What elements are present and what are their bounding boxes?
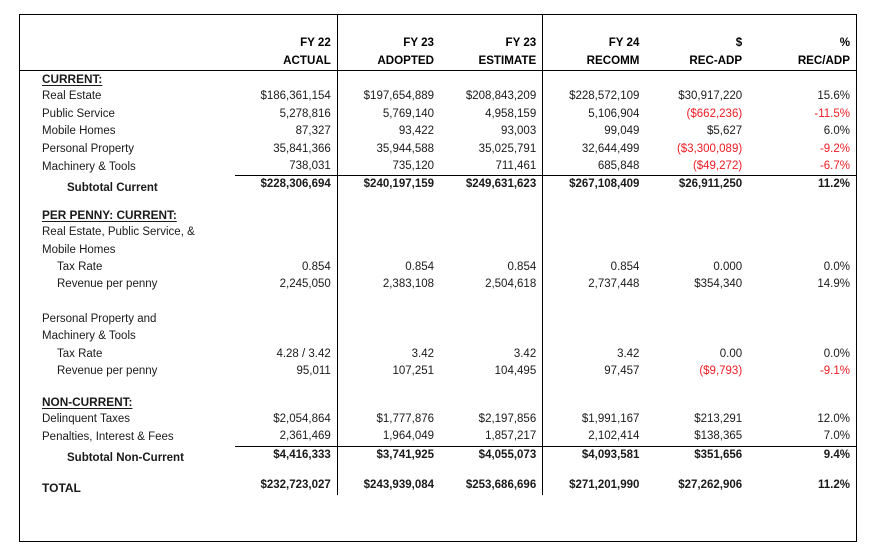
row-value: 35,944,588 (376, 142, 435, 155)
section-heading-non-current-text: NON-CURRENT: (42, 394, 133, 409)
spacer-cell (337, 381, 440, 394)
row-value: $186,361,154 (235, 88, 338, 105)
section-spacer (20, 194, 856, 207)
spacer-cell (645, 194, 748, 207)
row-value: 0.854 (440, 259, 543, 276)
spacer-cell (748, 464, 856, 477)
empty-cell (337, 207, 440, 224)
row-value: $228,572,109 (569, 90, 640, 103)
spacer-cell (20, 15, 235, 31)
empty-cell (748, 224, 856, 241)
subtotal-non-current-value: $351,656 (645, 446, 748, 464)
row-value: -9.1% (819, 365, 850, 378)
row-value: 685,848 (597, 160, 640, 173)
spacer-cell (543, 495, 646, 504)
empty-cell (543, 328, 646, 345)
spacer-cell (645, 294, 748, 311)
empty-cell (748, 394, 856, 411)
section-heading-per-penny (20, 207, 235, 224)
row-value: ($3,300,089) (676, 142, 743, 155)
header-pct-rec-adp-line1: % (839, 35, 850, 49)
row-value: $138,365 (694, 430, 743, 443)
spacer-cell (543, 194, 646, 207)
empty-cell (748, 311, 856, 328)
spacer-cell (440, 381, 543, 394)
header-row-line2 (20, 50, 856, 68)
row-value: 7.0% (823, 430, 850, 443)
spacer-cell (440, 194, 543, 207)
per-penny-group2-title-line1: Personal Property and (42, 312, 157, 325)
row-value: $213,291 (694, 412, 743, 425)
row-value: 95,011 (235, 363, 338, 380)
row-value: $1,991,167 (581, 412, 640, 425)
spacer-cell (645, 464, 748, 477)
per-penny-group1-title-line2: Mobile Homes (42, 243, 116, 256)
spacer-cell (235, 495, 338, 504)
spacer-cell (235, 194, 338, 207)
row-value: 35,025,791 (440, 141, 543, 158)
table-row (20, 259, 856, 276)
empty-cell (337, 71, 440, 89)
per-penny-group1-title-line1-row (20, 224, 856, 241)
row-value: 87,327 (235, 123, 338, 140)
row-label: Personal Property (42, 142, 135, 155)
row-value: 2,737,448 (588, 278, 640, 291)
section-heading-per-penny-text: PER PENNY: CURRENT: (42, 207, 177, 222)
row-value: $354,340 (694, 278, 743, 291)
per-penny-group1-title-line2-row (20, 242, 856, 259)
per-penny-group2-title-line2-row (20, 328, 856, 345)
empty-cell (645, 207, 748, 224)
spacer-cell (20, 194, 235, 207)
row-value: $2,197,856 (440, 411, 543, 428)
per-penny-group-spacer (20, 294, 856, 311)
row-value: 0.00 (719, 347, 743, 360)
table-row (20, 141, 856, 158)
row-label: Machinery & Tools (42, 160, 136, 173)
row-value: ($9,793) (699, 365, 743, 378)
bottom-spacer (20, 495, 856, 504)
row-value: 93,422 (398, 125, 435, 138)
empty-cell (235, 394, 338, 411)
row-value: 1,857,217 (440, 428, 543, 446)
header-fy23-adopted-line2: ADOPTED (377, 53, 435, 67)
empty-cell (645, 394, 748, 411)
subtotal-current-label: Subtotal Current (67, 181, 158, 194)
spacer-cell (440, 15, 543, 31)
row-value: 97,457 (604, 365, 640, 378)
spacer-cell (645, 495, 748, 504)
empty-cell (543, 71, 646, 89)
total-spacer (20, 464, 856, 477)
row-value: 735,120 (392, 160, 435, 173)
empty-cell (235, 311, 338, 328)
spacer-cell (20, 294, 235, 311)
row-value: 0.854 (235, 259, 338, 276)
section-heading-non-current-row (20, 394, 856, 411)
spacer-cell (235, 15, 338, 31)
section-heading-per-penny-row (20, 207, 856, 224)
empty-cell (337, 242, 440, 259)
total-value: 11.2% (818, 479, 850, 492)
subtotal-current-value: $267,108,409 (543, 176, 646, 194)
empty-cell (337, 224, 440, 241)
subtotal-non-current-value: 9.4% (748, 446, 856, 464)
empty-cell (543, 394, 646, 411)
row-value: 4,958,159 (440, 106, 543, 123)
row-value: 5,769,140 (382, 107, 435, 120)
row-value: 2,245,050 (235, 276, 338, 293)
row-value: ($49,272) (692, 160, 743, 173)
table-frame (19, 14, 857, 542)
subtotal-non-current-label: Subtotal Non-Current (67, 452, 184, 465)
row-value: 0.854 (405, 261, 435, 274)
table-row (20, 276, 856, 293)
subtotal-current-row (20, 176, 856, 194)
empty-cell (337, 328, 440, 345)
spacer-cell (543, 381, 646, 394)
row-value: $30,917,220 (678, 90, 743, 103)
empty-cell (440, 224, 543, 241)
spacer-cell (748, 294, 856, 311)
row-value: 5,278,816 (235, 106, 338, 123)
spacer-cell (440, 294, 543, 311)
spacer-cell (337, 194, 440, 207)
row-value: -6.7% (819, 160, 850, 173)
subtotal-current-value: $240,197,159 (337, 176, 440, 194)
empty-cell (235, 207, 338, 224)
row-value: 3.42 (411, 347, 435, 360)
subtotal-non-current-value: $4,055,073 (440, 446, 543, 464)
header-fy23-adopted-line1: FY 23 (403, 35, 435, 49)
empty-cell (440, 394, 543, 411)
empty-cell (748, 71, 856, 89)
row-value: -11.5% (814, 107, 850, 120)
subtotal-non-current-value: $4,093,581 (543, 446, 646, 464)
row-value: 0.000 (713, 261, 743, 274)
row-value: 104,495 (440, 363, 543, 380)
empty-cell (440, 207, 543, 224)
row-value: ($662,236) (686, 107, 743, 120)
table-row (20, 88, 856, 105)
row-value: 107,251 (392, 365, 435, 378)
row-value: 3.42 (440, 346, 543, 363)
row-value: 4.28 / 3.42 (235, 346, 338, 363)
section-spacer (20, 381, 856, 394)
empty-cell (440, 328, 543, 345)
empty-cell (645, 328, 748, 345)
table-row (20, 106, 856, 123)
empty-cell (440, 71, 543, 89)
row-label: Delinquent Taxes (42, 412, 131, 425)
empty-cell (440, 242, 543, 259)
subtotal-current-value: 11.2% (748, 176, 856, 194)
row-value: 2,383,108 (382, 278, 435, 291)
total-value: $271,201,990 (569, 479, 640, 492)
section-heading-current (20, 71, 235, 89)
row-value: 1,964,049 (382, 430, 435, 443)
row-value: 14.9% (817, 278, 850, 291)
spacer-cell (337, 464, 440, 477)
spacer-cell (748, 495, 856, 504)
table-row (20, 363, 856, 380)
row-value: 0.854 (610, 261, 640, 274)
subtotal-current-value: $228,306,694 (235, 176, 338, 194)
empty-cell (748, 242, 856, 259)
subtotal-non-current-row (20, 446, 856, 464)
spacer-cell (235, 381, 338, 394)
spacer-cell (748, 15, 856, 31)
header-dollar-rec-adp-line1: $ (735, 35, 743, 49)
header-blank (20, 31, 235, 50)
row-value: 12.0% (817, 412, 850, 425)
empty-cell (235, 328, 338, 345)
spacer-cell (748, 381, 856, 394)
row-value: 738,031 (235, 158, 338, 176)
empty-cell (543, 224, 646, 241)
header-top-spacer (20, 15, 856, 31)
subtotal-current-value: $249,631,623 (440, 176, 543, 194)
spacer-cell (645, 15, 748, 31)
row-value: 0.0% (823, 347, 850, 360)
spacer-cell (440, 464, 543, 477)
empty-cell (440, 311, 543, 328)
row-label: Mobile Homes (42, 125, 116, 138)
spacer-cell (20, 464, 235, 477)
header-blank-2 (20, 50, 235, 68)
subtotal-current-value: $26,911,250 (645, 176, 748, 194)
section-heading-current-text: CURRENT: (42, 72, 103, 86)
table-row (20, 428, 856, 446)
table-row (20, 158, 856, 176)
header-fy23-estimate-line1: FY 23 (440, 31, 543, 50)
general-property-taxes-table (20, 15, 856, 504)
row-value: $1,777,876 (376, 412, 435, 425)
empty-cell (645, 71, 748, 89)
row-value: 2,102,414 (588, 430, 640, 443)
row-value: -9.2% (819, 142, 850, 155)
empty-cell (748, 207, 856, 224)
row-label: Real Estate (42, 90, 102, 103)
spacer-cell (235, 294, 338, 311)
row-label: Tax Rate (57, 261, 103, 274)
row-label: Public Service (42, 107, 115, 120)
empty-cell (337, 311, 440, 328)
section-heading-non-current (20, 394, 235, 411)
total-value: $253,686,696 (440, 477, 543, 494)
header-dollar-rec-adp-line2: REC-ADP (689, 53, 743, 67)
total-value: $232,723,027 (235, 477, 338, 494)
total-value: $243,939,084 (363, 479, 435, 492)
header-pct-rec-adp-line2: REC/ADP (797, 53, 850, 67)
row-value: 99,049 (604, 125, 640, 138)
row-label: Revenue per penny (57, 365, 158, 378)
empty-cell (543, 311, 646, 328)
row-value: 6.0% (823, 125, 850, 138)
row-value: $2,054,864 (235, 411, 338, 428)
row-value: 15.6% (817, 90, 850, 103)
header-row-line1 (20, 31, 856, 50)
empty-cell (645, 242, 748, 259)
subtotal-non-current-value: $3,741,925 (337, 446, 440, 464)
spacer-cell (440, 495, 543, 504)
row-value: $197,654,889 (363, 90, 435, 103)
row-value: 3.42 (617, 347, 640, 360)
spacer-cell (337, 15, 440, 31)
spacer-cell (337, 294, 440, 311)
spacer-cell (20, 495, 235, 504)
row-value: 2,361,469 (235, 428, 338, 446)
header-fy22-actual-line2: ACTUAL (235, 50, 338, 68)
spacer-cell (543, 15, 646, 31)
empty-cell (748, 328, 856, 345)
row-value: 5,106,904 (588, 107, 640, 120)
empty-cell (337, 394, 440, 411)
spacer-cell (337, 495, 440, 504)
table-row (20, 123, 856, 140)
empty-cell (235, 224, 338, 241)
header-fy24-recomm-line2: RECOMM (586, 53, 640, 67)
row-value: 35,841,366 (235, 141, 338, 158)
header-fy23-estimate-line2: ESTIMATE (440, 50, 543, 68)
spacer-cell (20, 381, 235, 394)
per-penny-group2-title-line1-row (20, 311, 856, 328)
table-row (20, 411, 856, 428)
empty-cell (645, 311, 748, 328)
empty-cell (645, 224, 748, 241)
table-row (20, 346, 856, 363)
total-label: TOTAL (42, 480, 81, 495)
row-value: 0.0% (823, 261, 850, 274)
row-value: $5,627 (706, 125, 743, 138)
total-value: $27,262,906 (678, 479, 743, 492)
section-heading-current-row (20, 71, 856, 89)
row-value: $208,843,209 (440, 88, 543, 105)
spacer-cell (543, 464, 646, 477)
row-label: Tax Rate (57, 347, 103, 360)
row-value: 32,644,499 (581, 142, 640, 155)
spacer-cell (748, 194, 856, 207)
header-fy22-actual-line1: FY 22 (235, 31, 338, 50)
total-row (20, 477, 856, 494)
empty-cell (543, 207, 646, 224)
header-fy24-recomm-line1: FY 24 (608, 35, 640, 49)
row-value: 711,461 (440, 158, 543, 176)
row-value: 2,504,618 (440, 276, 543, 293)
per-penny-group2-title-line2: Machinery & Tools (42, 330, 136, 343)
row-label: Penalties, Interest & Fees (42, 430, 174, 443)
subtotal-non-current-value: $4,416,333 (235, 446, 338, 464)
empty-cell (543, 242, 646, 259)
row-label: Revenue per penny (57, 278, 158, 291)
spacer-cell (543, 294, 646, 311)
empty-cell (235, 71, 338, 89)
empty-cell (235, 242, 338, 259)
per-penny-group1-title-line1: Real Estate, Public Service, & (42, 226, 195, 239)
row-value: 93,003 (440, 123, 543, 140)
spacer-cell (645, 381, 748, 394)
spacer-cell (235, 464, 338, 477)
